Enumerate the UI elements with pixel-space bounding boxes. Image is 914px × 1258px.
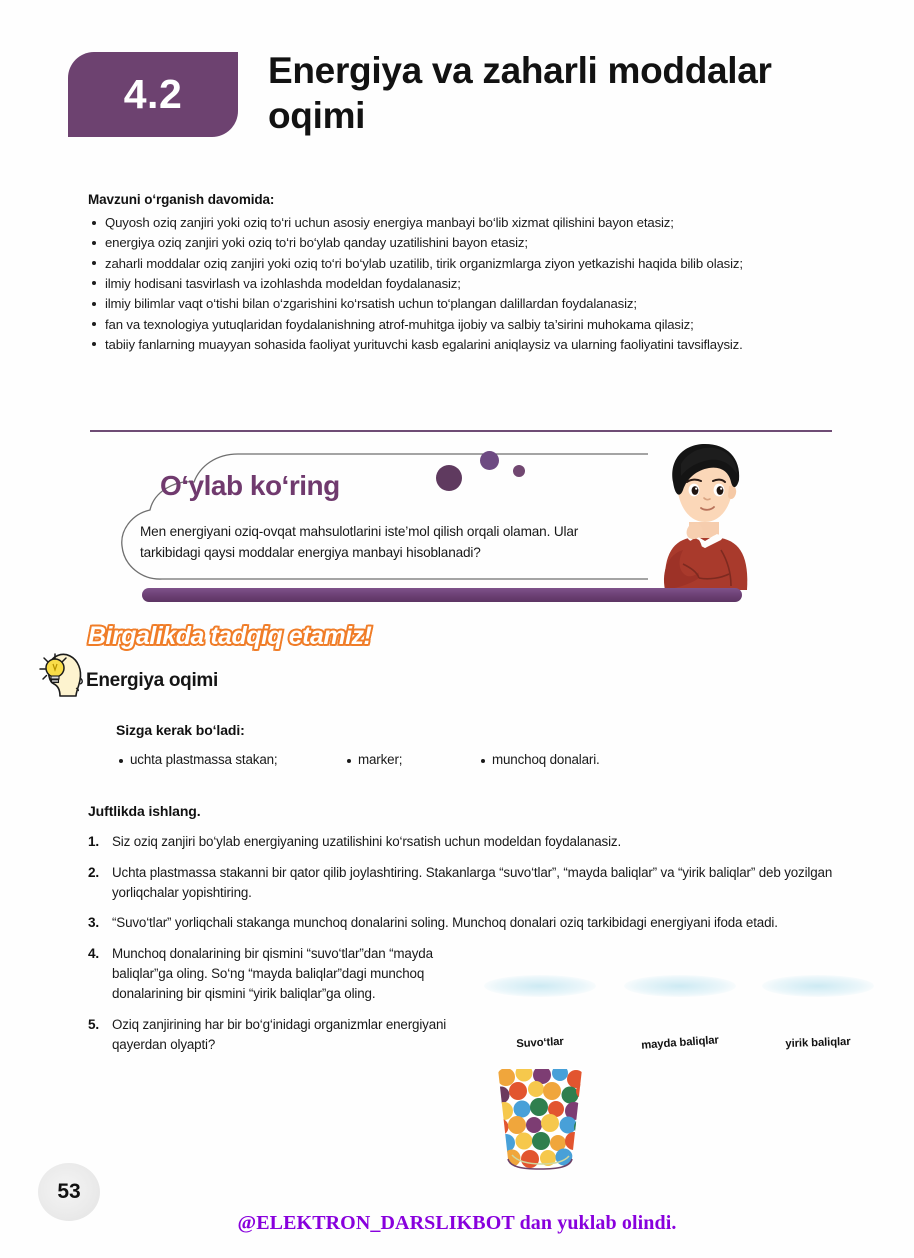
- objective-item: energiya oziq zanjiri yoki oziq to‘ri bo‘ylab qanday uzatilishini bayon etasiz;: [88, 233, 868, 252]
- thought-dot-medium-icon: [480, 451, 499, 470]
- thinking-boy-illustration: [625, 438, 785, 600]
- chapter-number: 4.2: [123, 71, 183, 117]
- cup-backdrop: [484, 975, 596, 997]
- step-number: 4.: [88, 946, 100, 962]
- step-text: Siz oziq zanjiri bo‘ylab energiyaning uzatilishini ko‘rsatish uchun modeldan foydalanasiz.: [112, 834, 622, 849]
- thought-dot-small-icon: [513, 465, 525, 477]
- material-item: uchta plastmassa stakan;: [118, 752, 346, 767]
- step-number: 5.: [88, 1016, 100, 1032]
- beads-cup-illustration: [492, 1063, 588, 1171]
- objective-item: zaharli moddalar oziq zanjiri yoki oziq to‘ri bo‘ylab uzatilib, tirik organizmlarga ziyon yetkazishi haqida bilib olasiz;: [88, 254, 868, 273]
- materials-heading: Sizga kerak bo‘ladi:: [116, 722, 245, 738]
- objectives-heading: Mavzuni o‘rganish davomida:: [88, 192, 275, 207]
- step-number: 1.: [88, 834, 100, 849]
- cup-label: mayda baliqlar: [640, 1034, 720, 1052]
- objective-item: tabiiy fanlarning muayyan sohasida faoliyat yurituvchi kasb egalarini aniqlaysiz va ularning faoliyatini tavsiflaysiz.: [88, 335, 868, 354]
- footer-watermark: @ELEKTRON_DARSLIKBOT dan yuklab olindi.: [237, 1212, 677, 1234]
- material-item: munchoq donalari.: [480, 752, 600, 767]
- objectives-list: [88, 213, 868, 354]
- step-text: Uchta plastmassa stakanni bir qator qilib joylashtiring. Stakanlarga “suvo‘tlar”, “mayda baliqlar” va “yirik baliqlar” deb yozilgan yorliqchalar yopishtiring.: [112, 864, 833, 900]
- step-item: [88, 1015, 472, 1055]
- step-number: 3.: [88, 915, 100, 931]
- objective-item: Quyosh oziq zanjiri yoki oziq to‘ri uchun asosiy energiya manbayi bo‘lib xizmat qilishini bayon etasiz;: [88, 213, 868, 232]
- activity-subtitle: Energiya oqimi: [86, 670, 219, 691]
- materials-list: [118, 752, 818, 767]
- step-item: [88, 863, 902, 903]
- objective-item: fan va texnologiya yutuqlaridan foydalanishning atrof-muhitga ijobiy va salbiy ta’sirini muhokama qilasiz;: [88, 315, 868, 334]
- page-number: 53: [57, 1180, 81, 1203]
- step-text: Munchoq donalarining bir qismini “suvo‘tlar”dan “mayda baliqlar”ga oling. So‘ng “mayda baliqlar”dagi munchoq donalarining bir qismini “yirik baliqlar”ga oling.: [112, 946, 433, 1001]
- cup-backdrop: [624, 975, 736, 997]
- thought-cloud-shape: [88, 448, 648, 588]
- thought-dot-large-icon: [436, 465, 462, 491]
- page-header: [68, 52, 868, 172]
- step-text: “Suvo‘tlar” yorliqchali stakanga munchoq donalarini soling. Munchoq donalari oziq tarkibidagi energiyani ifoda etadi.: [112, 915, 778, 931]
- think-about-it-block: [80, 440, 870, 615]
- cup-label: Suvo‘tlar: [515, 1035, 565, 1051]
- step-item: [88, 944, 472, 1003]
- step-item: [88, 832, 887, 852]
- think-heading: O‘ylab ko‘ring: [160, 470, 340, 501]
- cup-backdrop: [762, 975, 874, 997]
- idea-head-bulb-icon: [36, 646, 88, 700]
- work-mode-label: Juftlikda ishlang.: [88, 803, 201, 819]
- objective-item: ilmiy bilimlar vaqt o‘tishi bilan o‘zgarishini ko‘rsatish uchun to‘plangan dalillardan foydalanasiz;: [88, 294, 868, 313]
- three-cups-figure: [470, 965, 890, 1155]
- step-item: [88, 913, 887, 933]
- step-text: Oziq zanjirining har bir bo‘g‘inidagi organizmlar energiyani qayerdan olyapti?: [112, 1016, 447, 1052]
- learning-objectives: [88, 192, 868, 355]
- step-number: 2.: [88, 864, 100, 880]
- material-item: marker;: [346, 752, 480, 767]
- cup-label: yirik baliqlar: [785, 1035, 851, 1051]
- activity-banner: Birgalikda tadqiq etamiz!: [88, 622, 372, 650]
- page-title: Energiya va zaharli moddalar oqimi: [268, 50, 772, 137]
- think-body-text: Men energiyani oziq-ovqat mahsulotlarini iste’mol qilish orqali olaman. Ular tarkibidagi qaysi moddalar energiya manbayi hisoblanadi?: [140, 524, 579, 560]
- think-underline-bar: [142, 588, 742, 602]
- chapter-number-badge: [68, 52, 238, 137]
- objective-item: ilmiy hodisani tasvirlash va izohlashda modeldan foydalanasiz;: [88, 274, 868, 293]
- section-divider: [90, 430, 832, 432]
